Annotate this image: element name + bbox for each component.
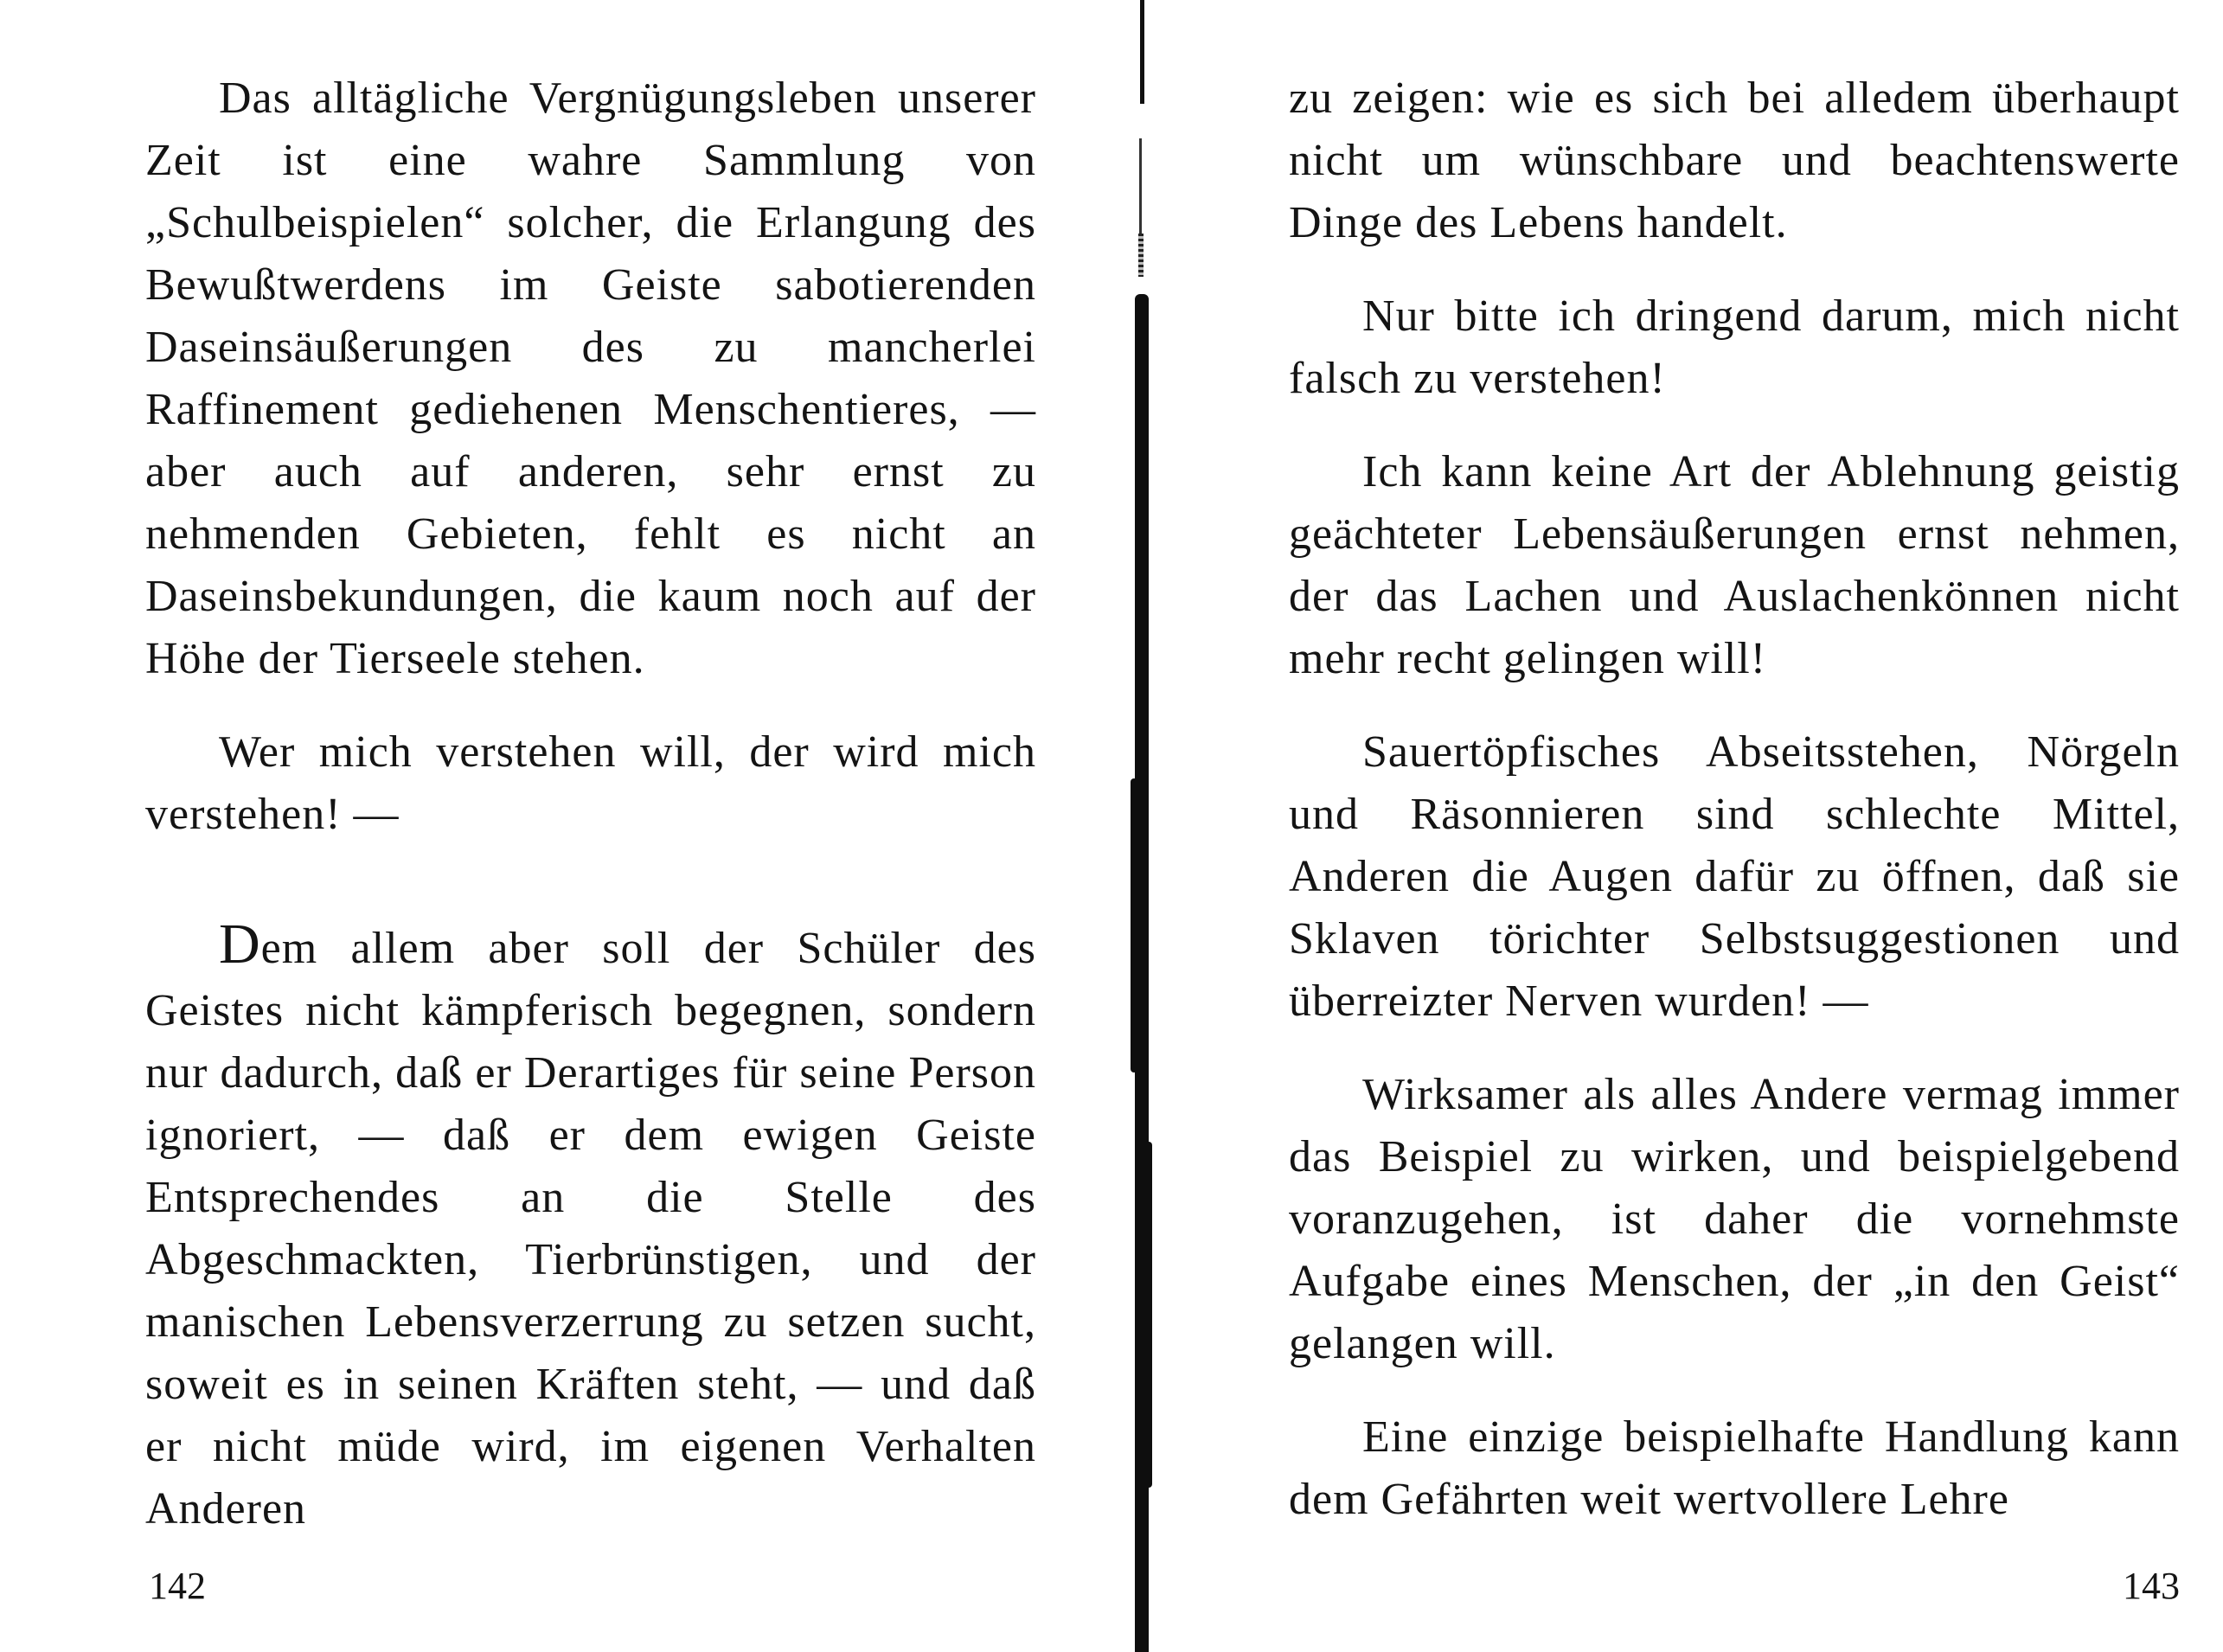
page-number: 142 xyxy=(149,1565,206,1607)
right-page-text xyxy=(1289,67,2180,1562)
paragraph: zu zeigen: wie es sich bei alledem überhaupt nicht um wünschbare und beachtenswerte Dinge des Lebens handelt. xyxy=(1289,74,2180,247)
gutter-shadow-main xyxy=(1135,294,1149,1652)
paragraph: Das alltägliche Vergnügungsleben unserer Zeit ist eine wahre Sammlung von „Schulbeispielen“ solcher, die Erlangung des Bewußtwerdens im Geiste sabotierenden Daseinsäußerungen des zu mancherlei Raffinement gediehenen Menschentieres, — aber auch auf anderen, sehr ernst zu nehmenden Gebieten, fehlt es nicht an Daseinsbekundungen, die kaum noch auf der Höhe der Tierseele stehen. xyxy=(145,74,1036,683)
dropcap-letter: D xyxy=(219,912,261,976)
gutter-shadow-top xyxy=(1140,0,1144,104)
left-page-text xyxy=(145,67,1036,1572)
paragraph: Sauertöpfisches Abseitsstehen, Nörgeln und Räsonnieren sind schlechte Mittel, Anderen die Augen dafür zu öffnen, daß sie Sklaven törichter Selbstsuggestionen und überreizter Nerven wurden! — xyxy=(1289,727,2180,1026)
paragraph-with-dropcap xyxy=(145,913,1036,1540)
paragraph-text: em allem aber soll der Schüler des Geistes nicht kämpferisch begegnen, sondern nur dadurch, daß er Derartiges für seine Person ignoriert, — daß er dem ewigen Geiste Entsprechendes an die Stelle des Abgeschmackten, Tierbrünstigen, und der manischen Lebensverzerrung zu setzen sucht, soweit es in seinen Kräften steht, — und daß er nicht müde wird, im eigenen Verhalten Anderen xyxy=(145,924,1036,1534)
gutter-speckle xyxy=(1138,234,1144,277)
paragraph: Ich kann keine Art der Ablehnung geistig geächteter Lebensäußerungen ernst nehmen, der das Lachen und Auslachenkönnen nicht mehr recht gelingen will! xyxy=(1289,447,2180,683)
paragraph: Wirksamer als alles Andere vermag immer das Beispiel zu wirken, und beispielgebend voranzugehen, ist daher die vornehmste Aufgabe eines Menschen, der „in den Geist“ gelangen will. xyxy=(1289,1070,2180,1368)
page-number: 143 xyxy=(2123,1565,2180,1607)
paragraph: Wer mich verstehen will, der wird mich verstehen! — xyxy=(145,727,1036,839)
paragraph: Eine einzige beispielhafte Handlung kann dem Gefährten weit wertvollere Lehre xyxy=(1289,1412,2180,1524)
paragraph: Nur bitte ich dringend darum, mich nicht falsch zu verstehen! xyxy=(1289,291,2180,403)
right-page xyxy=(1150,0,2223,1652)
